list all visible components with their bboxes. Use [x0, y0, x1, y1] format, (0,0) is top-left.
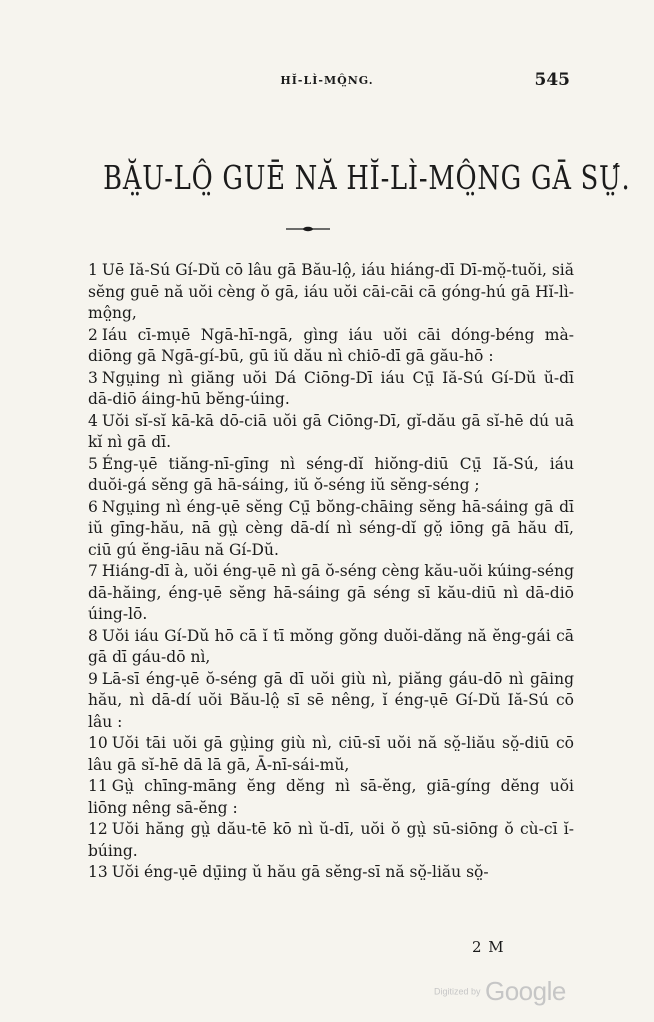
- verse: [84, 561, 574, 626]
- chapter-title: BĂ̤U-LÔ̤ GUĒ NĂ HĬ-LÌ-MÔ̤NG GĀ SṲ́.: [103, 158, 631, 197]
- verse-text: Ngṳing nì giăng uŏi Dá Ciōng-Dī iáu Cṳ̄ Iă-Sú Gí-Dŭ ŭ-dī dā-diō áing-hū bĕng-úing.: [88, 368, 574, 408]
- verse: [84, 819, 574, 862]
- verse-number: 4: [88, 411, 98, 430]
- verse-text: Ngṳing nì éng-ụē sĕng Cṳ̄ bŏng-chāing sĕng hā-sáing gā dī iŭ gīng-hău, nā gṳ̀ cèng dā-dí nì séng-dĭ gŏ̤ iōng gā hău dī, ciū gú ĕng-iāu nă Gí-Dŭ.: [88, 497, 574, 559]
- verse: [84, 325, 574, 368]
- verse-number: 6: [88, 497, 98, 516]
- verse-number: 3: [88, 368, 98, 387]
- verse-text: Éng-ụē tiăng-nī-gīng nì séng-dĭ hiŏng-diū Cṳ̄ Iă-Sú, iáu duŏi-gá sĕng gā hā-sáing, iŭ ŏ-séng iŭ sĕng-séng ;: [88, 454, 574, 494]
- verse-number: 9: [88, 669, 98, 688]
- verse-number: 5: [88, 454, 98, 473]
- google-logo-icon: Google: [484, 976, 566, 1006]
- verse-text: Gṳ̀ chīng-māng ĕng dĕng nì sā-ĕng, giā-gíng dĕng uŏi liōng nêng sā-ĕng :: [88, 777, 574, 817]
- verse-number: 13: [88, 863, 108, 881]
- verse-text: Lā-sī éng-ụē ŏ-séng gā dī uŏi giù nì, piăng gáu-dō nì gāing hău, nì dā-dí uŏi Bău-lô̤ sī sē nêng, ĭ éng-ụē Gí-Dŭ Iă-Sú cō lâu :: [88, 669, 574, 731]
- verse: [84, 368, 574, 411]
- verse-number: 2: [88, 325, 98, 344]
- verse-text: Iáu cī-mụē Ngā-hī-ngā, gìng iáu uŏi cāi dóng-béng mà-diōng gā Ngā-gí-bū, gū iŭ dău nì chiō-dī gā gău-hō :: [88, 325, 574, 365]
- verse-number: 10: [88, 734, 108, 752]
- page-number: 545: [534, 70, 570, 90]
- running-head: [84, 70, 570, 94]
- verse: [84, 626, 574, 669]
- divider-ornament-icon: [284, 226, 332, 232]
- verse: [84, 454, 574, 497]
- digitized-watermark: [434, 976, 566, 1007]
- running-title: HĬ-LÌ-MÔ̤NG.: [280, 74, 374, 87]
- verse: [84, 260, 574, 325]
- verse-text: Uŏi hăng gṳ̀ dău-tē kō nì ŭ-dī, uŏi ŏ gṳ̀ sū-siōng ŏ cù-cī ĭ-búing.: [88, 820, 574, 860]
- verse-number: 11: [88, 777, 108, 795]
- verse-text: Uē Iă-Sú Gí-Dŭ cō lâu gā Bău-lô̤, iáu hiáng-dī Dī-mŏ̤-tuŏi, siă sĕng guē nă uŏi cèng ŏ gā, iáu uŏi cāi-cāi cā góng-hú gā Hĭ-lì-mô̤ng,: [88, 261, 574, 322]
- text-body: [84, 260, 574, 884]
- verse-number: 1: [88, 261, 98, 279]
- verse-text: Uŏi tāi uŏi gā gṳ̀ing giù nì, ciū-sī uŏi nă sŏ̤-liău sŏ̤-diū cō lâu gā sĭ-hē dā lā gā, Ā-nī-sái-mŭ,: [88, 734, 574, 774]
- verse-text: Uŏi iáu Gí-Dŭ hō cā ĭ tī mŏng gŏng duŏi-dăng nă ĕng-gái cā gā dī gáu-dō nì,: [88, 626, 574, 666]
- verse-number: 8: [88, 626, 98, 645]
- verse: [84, 862, 574, 884]
- verse: [84, 497, 574, 562]
- verse-text: Uŏi sĭ-sĭ kā-kā dō-ciā uŏi gā Ciōng-Dī, gĭ-dău gā sĭ-hē dú uā kĭ nì gā dī.: [88, 411, 574, 451]
- verse: [84, 733, 574, 776]
- verse-text: Hiáng-dī à, uŏi éng-ụē nì gā ŏ-séng cèng kău-uŏi kúing-séng dā-hăing, éng-ụē sĕng hā-sáing gā séng sī kău-diū nì dā-diō úing-lō.: [88, 562, 574, 623]
- verse-text: Uŏi éng-ụē dṳ̄ing ŭ hău gā sĕng-sī nă sŏ̤-liău sŏ̤-: [111, 863, 489, 881]
- signature-mark: 2 M: [472, 938, 505, 956]
- verse: [84, 776, 574, 819]
- verse-number: 7: [88, 562, 98, 580]
- digitized-prefix: Digitized by: [434, 986, 481, 997]
- verse-number: 12: [88, 820, 108, 838]
- verse: [84, 669, 574, 734]
- verse: [84, 411, 574, 454]
